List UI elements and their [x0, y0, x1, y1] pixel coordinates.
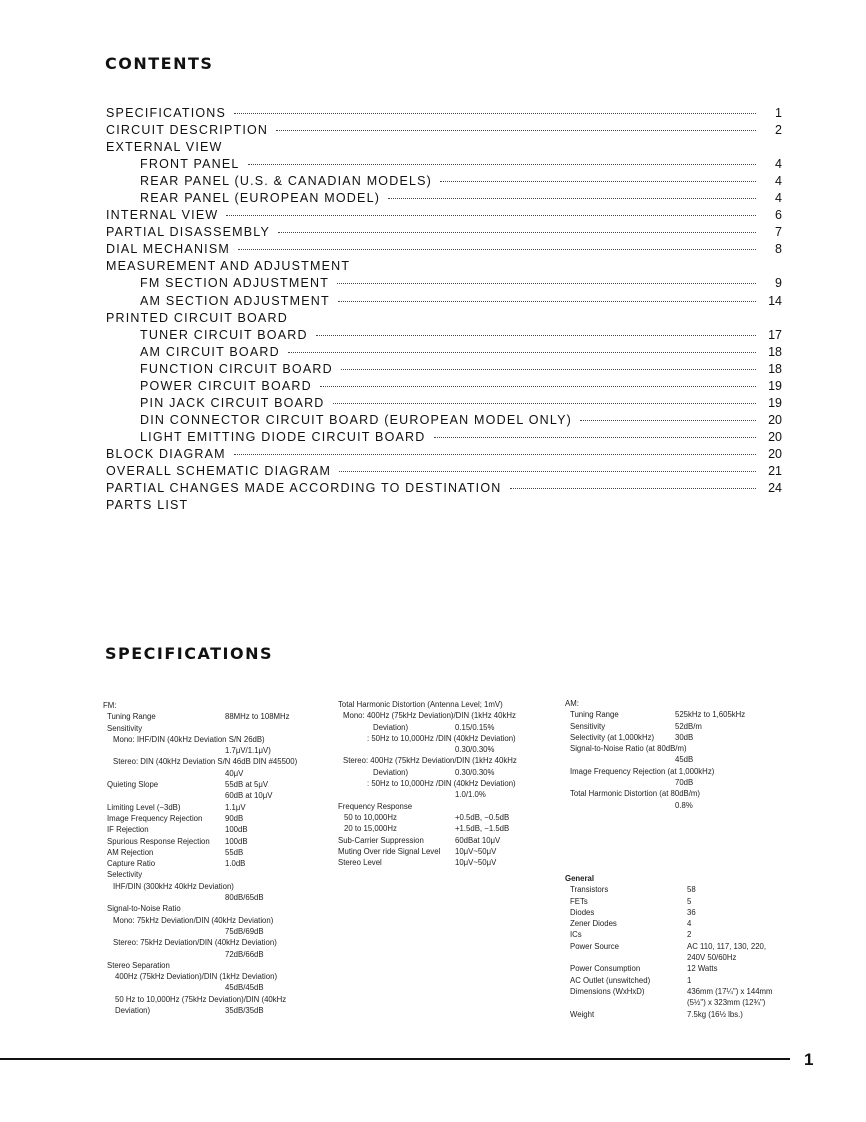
spec-label: 50 to 10,000Hz	[344, 812, 397, 822]
spec-line	[338, 767, 563, 778]
spec-label: 20 to 15,000Hz	[344, 824, 397, 834]
toc-entry-title: POWER CIRCUIT BOARD	[140, 378, 312, 393]
spec-value: 1.7μV/1.1μV)	[225, 746, 271, 756]
toc-page-number: 21	[768, 463, 782, 478]
spec-line	[103, 926, 328, 937]
spec-line	[565, 896, 785, 907]
toc-entry	[106, 447, 782, 464]
spec-line	[338, 846, 563, 857]
spec-label: ICs	[570, 930, 582, 940]
spec-line	[565, 766, 785, 777]
toc-page-number: 18	[768, 361, 782, 376]
spec-line	[103, 836, 328, 847]
toc-leader-dots	[434, 437, 757, 438]
spec-label: Zener Diodes	[570, 919, 617, 929]
spec-value: 0.30/0.30%	[455, 745, 495, 755]
spec-label: Capture Ratio	[107, 859, 156, 869]
spec-value: 55dB at 5μV	[225, 780, 269, 790]
spec-line	[338, 710, 563, 721]
spec-label: General	[565, 874, 595, 883]
toc-entry	[106, 481, 782, 498]
spec-label: Spurious Response Rejection	[107, 836, 210, 846]
spec-label: IHF/DIN (300kHz 40kHz Deviation)	[113, 881, 234, 891]
spec-value: 4	[687, 919, 692, 929]
spec-label: Transistors	[570, 885, 609, 895]
toc-page-number: 20	[768, 446, 782, 461]
toc-entry	[106, 106, 782, 123]
toc-leader-dots	[320, 386, 756, 387]
spec-label: IF Rejection	[107, 825, 149, 835]
spec-line	[338, 789, 563, 800]
spec-line	[103, 745, 328, 756]
spec-value: 0.30/0.30%	[455, 767, 495, 777]
toc-leader-dots	[234, 454, 756, 455]
spec-label: AM:	[565, 699, 579, 708]
toc-entry	[106, 396, 782, 413]
spec-value: 0.8%	[675, 800, 693, 810]
toc-entry	[106, 242, 782, 259]
spec-line	[565, 963, 785, 974]
spec-value: 100dB	[225, 825, 248, 835]
spec-label: Tuning Range	[107, 712, 156, 722]
spec-value: 30dB	[675, 732, 694, 742]
spec-line	[565, 975, 785, 986]
toc-entry	[106, 379, 782, 396]
spec-value: 436mm (17¼") x 144mm	[687, 986, 773, 996]
spec-label: Stereo: 75kHz Deviation/DIN (40kHz Deviation)	[113, 938, 277, 948]
spec-label: AC Outlet (unswitched)	[570, 975, 651, 985]
spec-value: 100dB	[225, 836, 248, 846]
spec-line	[103, 903, 328, 914]
spec-value: 1.0dB	[225, 859, 246, 869]
spec-label: Tuning Range	[570, 710, 619, 720]
spec-line	[338, 699, 563, 710]
spec-line	[103, 756, 328, 767]
spec-label: Deviation)	[373, 767, 409, 777]
toc-entry-title: EXTERNAL VIEW	[106, 140, 223, 155]
spec-label: Diodes	[570, 907, 595, 917]
toc-page-number: 18	[768, 344, 782, 359]
toc-entry	[106, 413, 782, 430]
spec-value: 12 Watts	[687, 964, 718, 974]
spec-label: Signal-to-Noise Ratio	[107, 904, 181, 914]
toc-page-number: 4	[775, 191, 782, 206]
spec-line	[565, 873, 785, 884]
toc-entry	[106, 328, 782, 345]
spec-value: +1.5dB, −1.5dB	[455, 824, 510, 834]
spec-line	[565, 997, 785, 1008]
toc-entry-title: PARTIAL CHANGES MADE ACCORDING TO DESTINATION	[106, 481, 502, 496]
spec-line	[103, 723, 328, 734]
spec-label: Sensitivity	[570, 721, 606, 731]
spec-label: 400Hz (75kHz Deviation)/DIN (1kHz Deviation)	[115, 972, 278, 982]
spec-value: 58	[687, 885, 696, 895]
toc-entry	[106, 345, 782, 362]
toc-entry-title: AM CIRCUIT BOARD	[140, 344, 280, 359]
toc-entry	[106, 311, 782, 328]
spec-line	[103, 711, 328, 722]
spec-value: 1.0/1.0%	[455, 790, 486, 800]
spec-value: AC 110, 117, 130, 220,	[687, 941, 767, 951]
spec-label: Deviation)	[115, 1006, 151, 1016]
spec-line	[565, 743, 785, 754]
spec-line	[565, 929, 785, 940]
toc-entry	[106, 294, 782, 311]
page-number: 1	[804, 1050, 814, 1069]
spec-line	[565, 907, 785, 918]
toc-leader-dots	[316, 335, 756, 336]
spec-label: Quieting Slope	[107, 780, 159, 790]
toc-entry-title: OVERALL SCHEMATIC DIAGRAM	[106, 463, 332, 478]
toc-leader-dots	[333, 403, 756, 404]
spec-label: Mono: 400Hz (75kHz Deviation)/DIN (1kHz 40kHz	[343, 711, 516, 721]
toc-entry	[106, 430, 782, 447]
toc-page-number: 4	[775, 157, 782, 172]
spec-value: 1.1μV	[225, 802, 246, 812]
spec-label: Stereo: DIN (40kHz Deviation S/N 46dB DIN #45500)	[113, 757, 298, 767]
spec-value: 1	[687, 975, 692, 985]
toc-entry	[106, 464, 782, 481]
spec-line	[103, 869, 328, 880]
toc-page-number: 24	[768, 481, 782, 496]
spec-line	[565, 986, 785, 997]
toc-leader-dots	[339, 471, 756, 472]
spec-line	[103, 779, 328, 790]
spec-value: 7.5kg (16½ lbs.)	[687, 1009, 743, 1019]
spec-value: +0.5dB, −0.5dB	[455, 812, 510, 822]
toc-entry-title: INTERNAL VIEW	[106, 208, 219, 223]
toc-leader-dots	[226, 215, 756, 216]
spec-label: AM Rejection	[107, 847, 154, 857]
spec-line	[338, 812, 563, 823]
spec-line	[103, 960, 328, 971]
toc-page-number: 4	[775, 174, 782, 189]
spec-line	[565, 800, 785, 811]
spec-line	[103, 971, 328, 982]
footer-rule	[0, 1058, 790, 1060]
toc-leader-dots	[580, 420, 756, 421]
spec-line	[565, 709, 785, 720]
spec-label: Deviation)	[373, 722, 409, 732]
spec-general-column	[565, 873, 785, 1020]
spec-value: 90dB	[225, 813, 244, 823]
spec-line	[103, 937, 328, 948]
spec-line	[565, 754, 785, 765]
toc-entry-title: FUNCTION CIRCUIT BOARD	[140, 361, 333, 376]
toc-entry	[106, 191, 782, 208]
spec-line	[338, 835, 563, 846]
spec-line	[565, 788, 785, 799]
toc-leader-dots	[248, 164, 756, 165]
toc-entry	[106, 208, 782, 225]
spec-value: 0.15/0.15%	[455, 722, 495, 732]
toc-page-number: 19	[768, 395, 782, 410]
spec-line	[338, 801, 563, 812]
toc-page-number: 17	[768, 327, 782, 342]
toc-entry	[106, 362, 782, 379]
spec-label: Image Frequency Rejection	[107, 813, 203, 823]
spec-value: 45dB/45dB	[225, 983, 264, 993]
spec-line	[565, 952, 785, 963]
spec-line	[103, 915, 328, 926]
toc-entry-title: SPECIFICATIONS	[106, 106, 227, 120]
spec-value: 35dB/35dB	[225, 1006, 264, 1016]
spec-value: 88MHz to 108MHz	[225, 712, 290, 722]
toc-leader-dots	[288, 352, 756, 353]
spec-value: 55dB	[225, 847, 244, 857]
spec-line	[103, 700, 328, 711]
spec-line	[338, 744, 563, 755]
spec-value: 60dB at 10μV	[225, 791, 273, 801]
spec-line	[103, 824, 328, 835]
spec-line	[103, 813, 328, 824]
spec-line	[338, 733, 563, 744]
spec-label: Limiting Level (−3dB)	[107, 802, 181, 812]
spec-line	[565, 777, 785, 788]
toc-entry-title: CIRCUIT DESCRIPTION	[106, 123, 269, 138]
spec-label: Mono: IHF/DIN (40kHz Deviation S/N 26dB)	[113, 734, 265, 744]
toc-page-number: 8	[775, 242, 782, 257]
spec-line	[565, 721, 785, 732]
spec-value: 45dB	[675, 755, 694, 765]
toc-entry-title: FRONT PANEL	[140, 157, 240, 172]
spec-line	[565, 1009, 785, 1020]
spec-label: Frequency Response	[338, 801, 413, 811]
toc-page-number: 1	[775, 106, 782, 120]
spec-label: : 50Hz to 10,000Hz /DIN (40kHz Deviation)	[367, 733, 516, 743]
toc-page-number: 2	[775, 123, 782, 138]
toc-page-number: 19	[768, 378, 782, 393]
spec-line	[103, 734, 328, 745]
spec-value: 10μV~50μV	[455, 846, 497, 856]
spec-line	[103, 892, 328, 903]
spec-label: Stereo: 400Hz (75kHz Deviation/DIN (1kHz 40kHz	[343, 756, 517, 766]
toc-entry	[106, 174, 782, 191]
spec-value: 2	[687, 930, 692, 940]
spec-line	[103, 1005, 328, 1016]
toc-entry-title: REAR PANEL (U.S. & CANADIAN MODELS)	[140, 174, 433, 189]
toc-leader-dots	[388, 198, 756, 199]
toc-entry	[106, 276, 782, 293]
spec-label: Image Frequency Rejection (at 1,000kHz)	[570, 766, 715, 776]
toc-leader-dots	[338, 301, 756, 302]
spec-label: : 50Hz to 10,000Hz /DIN (40kHz Deviation)	[367, 779, 516, 789]
spec-label: FETs	[570, 896, 588, 906]
spec-line	[103, 768, 328, 779]
spec-label: Signal-to-Noise Ratio (at 80dB/m)	[570, 744, 687, 754]
spec-label: Total Harmonic Distortion (Antenna Level; 1mV)	[338, 700, 503, 709]
toc-entry	[106, 498, 782, 515]
toc-entry-title: PARTIAL DISASSEMBLY	[106, 225, 271, 240]
toc-page-number: 7	[775, 225, 782, 240]
spec-label: Dimensions (WxHxD)	[570, 986, 645, 996]
spec-value: 240V 50/60Hz	[687, 953, 737, 963]
spec-line	[103, 790, 328, 801]
spec-label: Stereo Separation	[107, 960, 170, 970]
spec-value: 60dBat 10μV	[455, 835, 501, 845]
toc-entry-title: LIGHT EMITTING DIODE CIRCUIT BOARD	[140, 429, 426, 444]
spec-value: 70dB	[675, 778, 694, 788]
spec-label: Power Consumption	[570, 964, 641, 974]
toc-entry-title: PARTS LIST	[106, 498, 189, 513]
spec-label: Weight	[570, 1009, 595, 1019]
toc-page-number: 9	[775, 276, 782, 291]
spec-label: 50 Hz to 10,000Hz (75kHz Deviation)/DIN (40kHz	[115, 994, 287, 1004]
toc-entry	[106, 123, 782, 140]
spec-line	[103, 858, 328, 869]
spec-label: Total Harmonic Distortion (at 80dB/m)	[570, 789, 700, 799]
spec-line	[565, 732, 785, 743]
spec-line	[103, 847, 328, 858]
spec-label: Selectivity (at 1,000kHz)	[570, 732, 655, 742]
toc-page-number: 14	[768, 293, 782, 308]
spec-value: 80dB/65dB	[225, 893, 264, 903]
toc-page-number: 20	[768, 429, 782, 444]
spec-label: Selectivity	[107, 870, 143, 880]
toc-entry-title: FM SECTION ADJUSTMENT	[140, 276, 330, 291]
spec-label: Muting Over ride Signal Level	[338, 846, 441, 856]
spec-line	[338, 755, 563, 766]
toc-leader-dots	[276, 130, 756, 131]
spec-value: (5½") x 323mm (12¾")	[687, 998, 766, 1008]
toc-entry	[106, 140, 782, 157]
toc-page-number: 20	[768, 412, 782, 427]
spec-value: 525kHz to 1,605kHz	[675, 710, 746, 720]
toc-entry-title: AM SECTION ADJUSTMENT	[140, 293, 330, 308]
spec-value: 75dB/69dB	[225, 926, 264, 936]
spec-line	[103, 982, 328, 993]
spec-value: 52dB/m	[675, 721, 702, 731]
spec-label: Stereo Level	[338, 858, 382, 868]
toc-entry	[106, 157, 782, 174]
toc-leader-dots	[440, 181, 756, 182]
spec-label: Mono: 75kHz Deviation/DIN (40kHz Deviation)	[113, 915, 274, 925]
spec-label: Power Source	[570, 941, 619, 951]
toc-entry	[106, 259, 782, 276]
spec-value: 40μV	[225, 768, 244, 778]
spec-value: 72dB/66dB	[225, 949, 264, 959]
spec-line	[338, 722, 563, 733]
toc-entry-title: REAR PANEL (EUROPEAN MODEL)	[140, 191, 381, 206]
spec-label: FM:	[103, 701, 117, 710]
toc-entry-title: BLOCK DIAGRAM	[106, 446, 226, 461]
spec-line	[338, 857, 563, 868]
toc-leader-dots	[337, 283, 756, 284]
toc-entry-title: PIN JACK CIRCUIT BOARD	[140, 395, 325, 410]
toc-leader-dots	[341, 369, 756, 370]
spec-value: 36	[687, 907, 696, 917]
spec-line	[103, 881, 328, 892]
toc-entry-title: PRINTED CIRCUIT BOARD	[106, 310, 288, 325]
toc-leader-dots	[278, 232, 756, 233]
spec-line	[565, 698, 785, 709]
spec-fm-distortion-column	[338, 699, 563, 868]
spec-line	[103, 994, 328, 1005]
spec-line	[103, 802, 328, 813]
spec-line	[103, 949, 328, 960]
toc-entry	[106, 225, 782, 242]
contents-heading: CONTENTS	[105, 54, 214, 73]
spec-label: Sensitivity	[107, 723, 143, 733]
spec-line	[565, 941, 785, 952]
toc-entry-title: DIN CONNECTOR CIRCUIT BOARD (EUROPEAN MODEL ONLY)	[140, 412, 572, 427]
spec-am-column	[565, 698, 785, 811]
spec-value: 5	[687, 896, 692, 906]
spec-line	[565, 918, 785, 929]
spec-line	[565, 884, 785, 895]
spec-label: Sub-Carrier Suppression	[338, 835, 424, 845]
toc-entry-title: MEASUREMENT AND ADJUSTMENT	[106, 259, 351, 274]
toc-leader-dots	[234, 113, 756, 114]
table-of-contents	[106, 106, 782, 515]
spec-fm-column	[103, 700, 328, 1016]
spec-line	[338, 778, 563, 789]
spec-value: 10μV~50μV	[455, 858, 497, 868]
spec-line	[338, 823, 563, 834]
toc-entry-title: TUNER CIRCUIT BOARD	[140, 327, 308, 342]
toc-leader-dots	[510, 488, 757, 489]
toc-leader-dots	[238, 249, 756, 250]
specifications-heading: SPECIFICATIONS	[105, 644, 274, 663]
toc-page-number: 6	[775, 208, 782, 223]
toc-entry-title: DIAL MECHANISM	[106, 242, 230, 257]
